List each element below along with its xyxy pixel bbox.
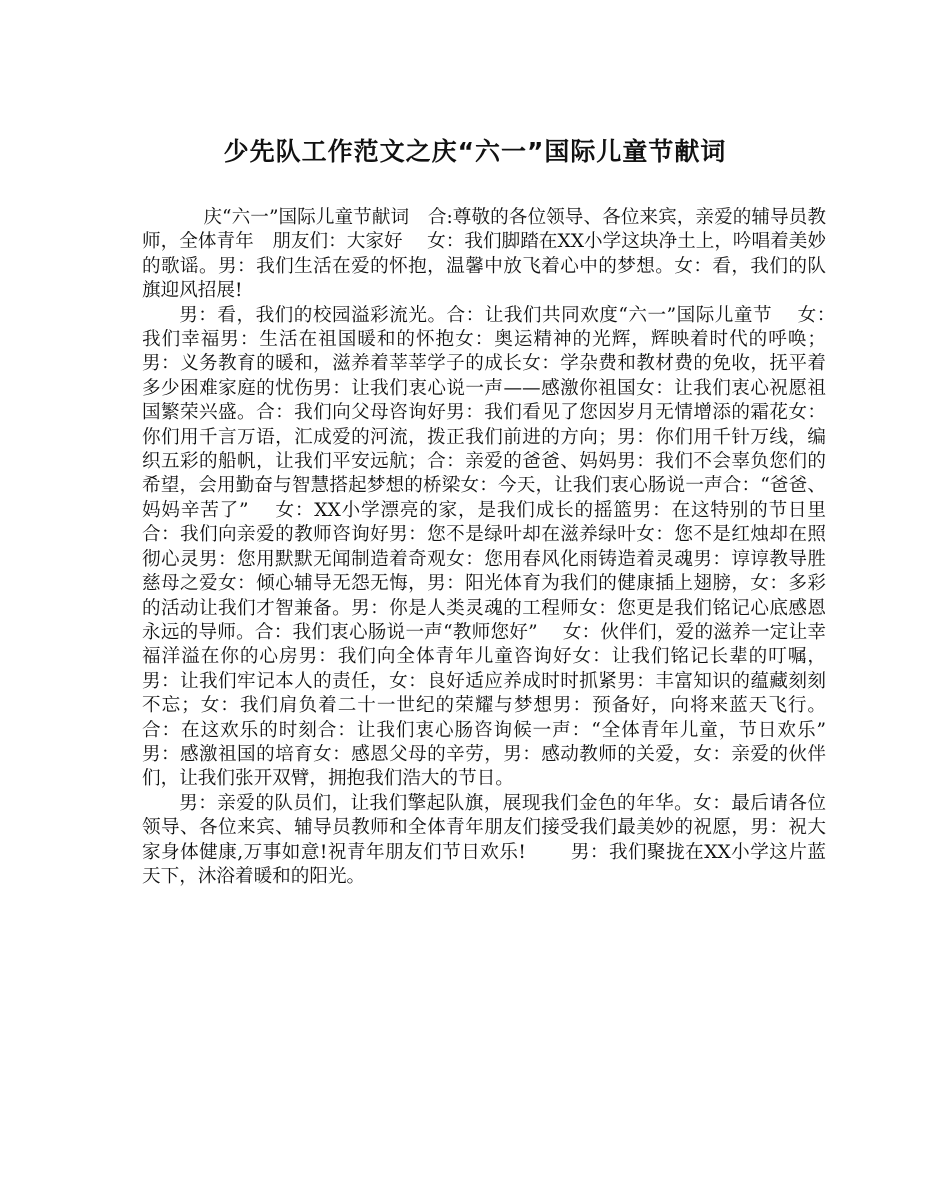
paragraph-3: 男：亲爱的队员们，让我们擎起队旗，展现我们金色的年华。女：最后请各位领导、各位来宾、辅导员教师和全体青年朋友们接受我们最美妙的祝愿，男：祝大家身体健康,万事如意!祝青年朋友们节日欢乐! 男：我们聚拢在XX小学这片蓝天下，沐浴着暖和的阳光。 [142, 792, 826, 887]
document-body [142, 206, 851, 889]
document-title: 少先队工作范文之庆“六一”国际儿童节献词 [223, 137, 727, 166]
paragraph-1: 庆“六一”国际儿童节献词 合:尊敬的各位领导、各位来宾，亲爱的辅导员教师，全体青年 朋友们：大家好 女：我们脚踏在XX小学这块净土上，吟唱着美妙的歌谣。男：我们生活在爱的怀抱，温馨中放飞着心中的梦想。女：看，我们的队旗迎风招展! [142, 207, 826, 302]
paragraph-2: 男：看，我们的校园溢彩流光。合：让我们共同欢度“六一”国际儿童节 女： 我们幸福男：生活在祖国暖和的怀抱女：奥运精神的光辉，辉映着时代的呼唤；男：义务教育的暖和，滋养着莘莘学子的成长女：学杂费和教材费的免收，抚平着多少困难家庭的忧伤男：让我们衷心说一声——感激你祖国女：让我们衷心祝愿祖国繁荣兴盛。合：我们向父母咨询好男：我们看见了您因岁月无情增添的霜花女：你们用千言万语，汇成爱的河流，拨正我们前进的方向；男：你们用千针万线，编织五彩的船帆，让我们平安远航；合：亲爱的爸爸、妈妈男：我们不会辜负您们的希望，会用勤奋与智慧搭起梦想的桥梁女：今天，让我们衷心肠说一声合：“爸爸、妈妈辛苦了” 女：XX小学漂亮的家，是我们成长的摇篮男：在这特别的节日里合：我们向亲爱的教师咨询好男：您不是绿叶却在滋养绿叶女：您不是红烛却在照彻心灵男：您用默默无闻制造着奇观女：您用春风化雨铸造着灵魂男：谆谆教导胜慈母之爱女：倾心辅导无怨无悔，男：阳光体育为我们的健康插上翅膀，女：多彩的活动让我们才智兼备。男：你是人类灵魂的工程师女：您更是我们铭记心底感恩永远的导师。合：我们衷心肠说一声“教师您好” 女：伙伴们，爱的滋养一定让幸福洋溢在你的心房男：我们向全体青年儿童咨询好女：让我们铭记长辈的叮嘱，男：让我们牢记本人的责任，女：良好适应养成时时抓紧男：丰富知识的蕴藏刻刻不忘；女：我们肩负着二十一世纪的荣耀与梦想男：预备好，向将来蓝天飞行。合：在这欢乐的时刻合：让我们衷心肠咨询候一声：“全体青年儿童，节日欢乐” 男：感激祖国的培育女：感恩父母的辛劳，男：感动教师的关爱，女：亲爱的伙伴们，让我们张开双臂，拥抱我们浩大的节日。 [142, 304, 851, 790]
